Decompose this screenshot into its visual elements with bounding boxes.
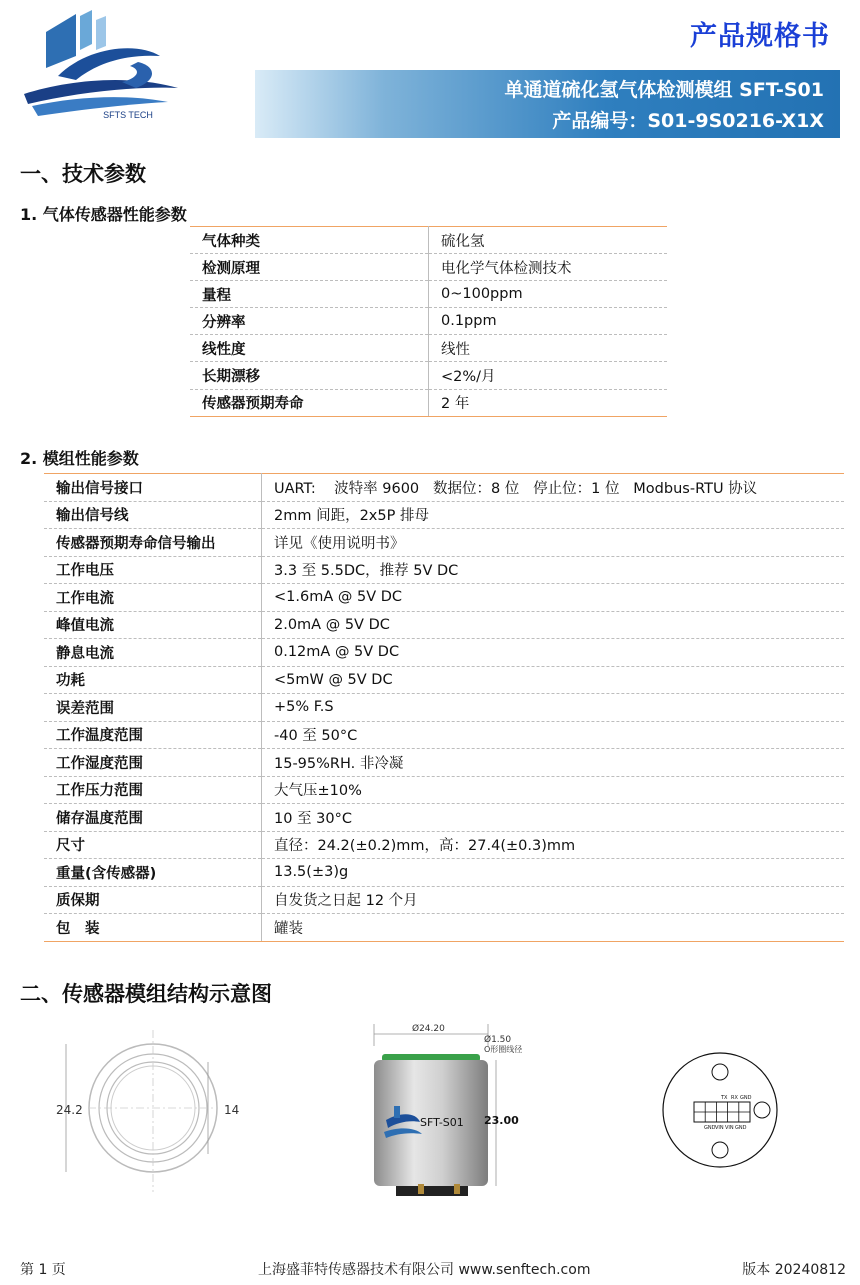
table-row <box>44 529 844 557</box>
param-value: 2.0mA @ 5V DC <box>262 611 845 639</box>
page-number: 第 1 页 <box>20 1262 66 1278</box>
front-dim-outer: 24.2 <box>56 1103 83 1117</box>
param-label: 长期漂移 <box>190 362 429 389</box>
param-label: 检测原理 <box>190 254 429 281</box>
param-label: 包 装 <box>44 914 262 942</box>
param-value: 13.5(±3)g <box>262 859 845 887</box>
param-value: 0.1ppm <box>429 308 668 335</box>
section-title-structure: 二、传感器模组结构示意图 <box>20 982 272 1006</box>
table-row <box>190 281 667 308</box>
param-value: +5% F.S <box>262 694 845 722</box>
table-row <box>44 501 844 529</box>
front-view-diagram <box>48 1022 258 1198</box>
param-label: 输出信号接口 <box>44 474 262 502</box>
param-label: 工作压力范围 <box>44 776 262 804</box>
table-row <box>44 694 844 722</box>
table-row <box>44 804 844 832</box>
param-label: 工作电压 <box>44 556 262 584</box>
pin-label-tx: TX <box>721 1095 728 1101</box>
bottom-view-diagram <box>660 1048 780 1172</box>
param-value: 大气压±10% <box>262 776 845 804</box>
table-row <box>44 721 844 749</box>
param-value: <1.6mA @ 5V DC <box>262 584 845 612</box>
product-code: 产品编号：S01-9S0216-X1X <box>552 110 824 132</box>
param-label: 误差范围 <box>44 694 262 722</box>
param-value: 3.3 至 5.5DC，推荐 5V DC <box>262 556 845 584</box>
subsection-title-sensor: 1. 气体传感器性能参数 <box>20 205 187 224</box>
table-row <box>44 859 844 887</box>
param-value: UART: 波特率 9600 数据位：8 位 停止位：1 位 Modbus-RTU 协议 <box>262 474 845 502</box>
subsection-title-module: 2. 模组性能参数 <box>20 449 139 468</box>
param-label: 气体种类 <box>190 227 429 254</box>
param-value: 罐装 <box>262 914 845 942</box>
param-value: <2%/月 <box>429 362 668 389</box>
param-value: -40 至 50°C <box>262 721 845 749</box>
table-row <box>44 776 844 804</box>
table-row <box>44 666 844 694</box>
table-row <box>44 584 844 612</box>
param-label: 工作温度范围 <box>44 721 262 749</box>
module-params-table <box>44 473 844 942</box>
table-row <box>190 254 667 281</box>
pin-label-vin-1: VIN <box>715 1125 724 1131</box>
logo-text: SFTS TECH <box>103 110 153 120</box>
param-value: 0.12mA @ 5V DC <box>262 639 845 667</box>
company-logo <box>18 6 183 124</box>
table-row <box>190 389 667 416</box>
table-row <box>44 639 844 667</box>
param-label: 功耗 <box>44 666 262 694</box>
param-label: 质保期 <box>44 886 262 914</box>
param-label: 静息电流 <box>44 639 262 667</box>
side-oring-label: O形圈线径 <box>484 1045 523 1054</box>
table-row <box>44 556 844 584</box>
param-value: 0~100ppm <box>429 281 668 308</box>
version-label: 版本 20240812 <box>742 1262 846 1278</box>
title-banner <box>255 70 840 138</box>
pin-label-vin-2: VIN <box>725 1125 734 1131</box>
table-row <box>190 227 667 254</box>
table-row <box>44 886 844 914</box>
sensor-params-table <box>190 226 667 417</box>
param-value: 线性 <box>429 335 668 362</box>
param-label: 重量(含传感器) <box>44 859 262 887</box>
pin-label-gnd-top: GND <box>740 1095 752 1101</box>
param-label: 工作湿度范围 <box>44 749 262 777</box>
param-value: 详见《使用说明书》 <box>262 529 845 557</box>
side-body-label: SFT-S01 <box>420 1116 464 1129</box>
side-dim-diameter: Ø24.20 <box>412 1024 445 1034</box>
pin-label-gnd-1: GND <box>704 1125 716 1131</box>
param-label: 储存温度范围 <box>44 804 262 832</box>
table-row <box>44 474 844 502</box>
param-label: 量程 <box>190 281 429 308</box>
param-label: 输出信号线 <box>44 501 262 529</box>
product-title: 单通道硫化氢气体检测模组 SFT-S01 <box>504 79 824 101</box>
table-row <box>190 362 667 389</box>
table-row <box>44 914 844 942</box>
side-dim-height: 23.00 <box>484 1114 519 1127</box>
param-label: 传感器预期寿命信号输出 <box>44 529 262 557</box>
param-value: 电化学气体检测技术 <box>429 254 668 281</box>
side-view-diagram <box>360 1016 540 1201</box>
param-label: 尺寸 <box>44 831 262 859</box>
param-value: 硫化氢 <box>429 227 668 254</box>
table-row <box>190 308 667 335</box>
param-value: 15-95%RH. 非冷凝 <box>262 749 845 777</box>
section-title-tech-params: 一、技术参数 <box>20 162 146 186</box>
param-value: 2mm 间距，2x5P 排母 <box>262 501 845 529</box>
side-dim-oring: Ø1.50 <box>484 1035 512 1045</box>
param-label: 传感器预期寿命 <box>190 389 429 416</box>
table-row <box>44 749 844 777</box>
pin-label-rx: RX <box>731 1095 738 1101</box>
table-row <box>190 335 667 362</box>
pin-label-gnd-2: GND <box>735 1125 747 1131</box>
front-dim-inner: 14 <box>224 1103 240 1117</box>
table-row <box>44 831 844 859</box>
table-row <box>44 611 844 639</box>
param-value: 10 至 30°C <box>262 804 845 832</box>
param-label: 峰值电流 <box>44 611 262 639</box>
document-type: 产品规格书 <box>690 21 830 52</box>
param-value: 2 年 <box>429 389 668 416</box>
param-label: 分辨率 <box>190 308 429 335</box>
param-value: 直径：24.2(±0.2)mm，高：27.4(±0.3)mm <box>262 831 845 859</box>
param-value: 自发货之日起 12 个月 <box>262 886 845 914</box>
param-value: <5mW @ 5V DC <box>262 666 845 694</box>
param-label: 工作电流 <box>44 584 262 612</box>
company-info: 上海盛菲特传感器技术有限公司 www.senftech.com <box>258 1262 591 1278</box>
param-label: 线性度 <box>190 335 429 362</box>
